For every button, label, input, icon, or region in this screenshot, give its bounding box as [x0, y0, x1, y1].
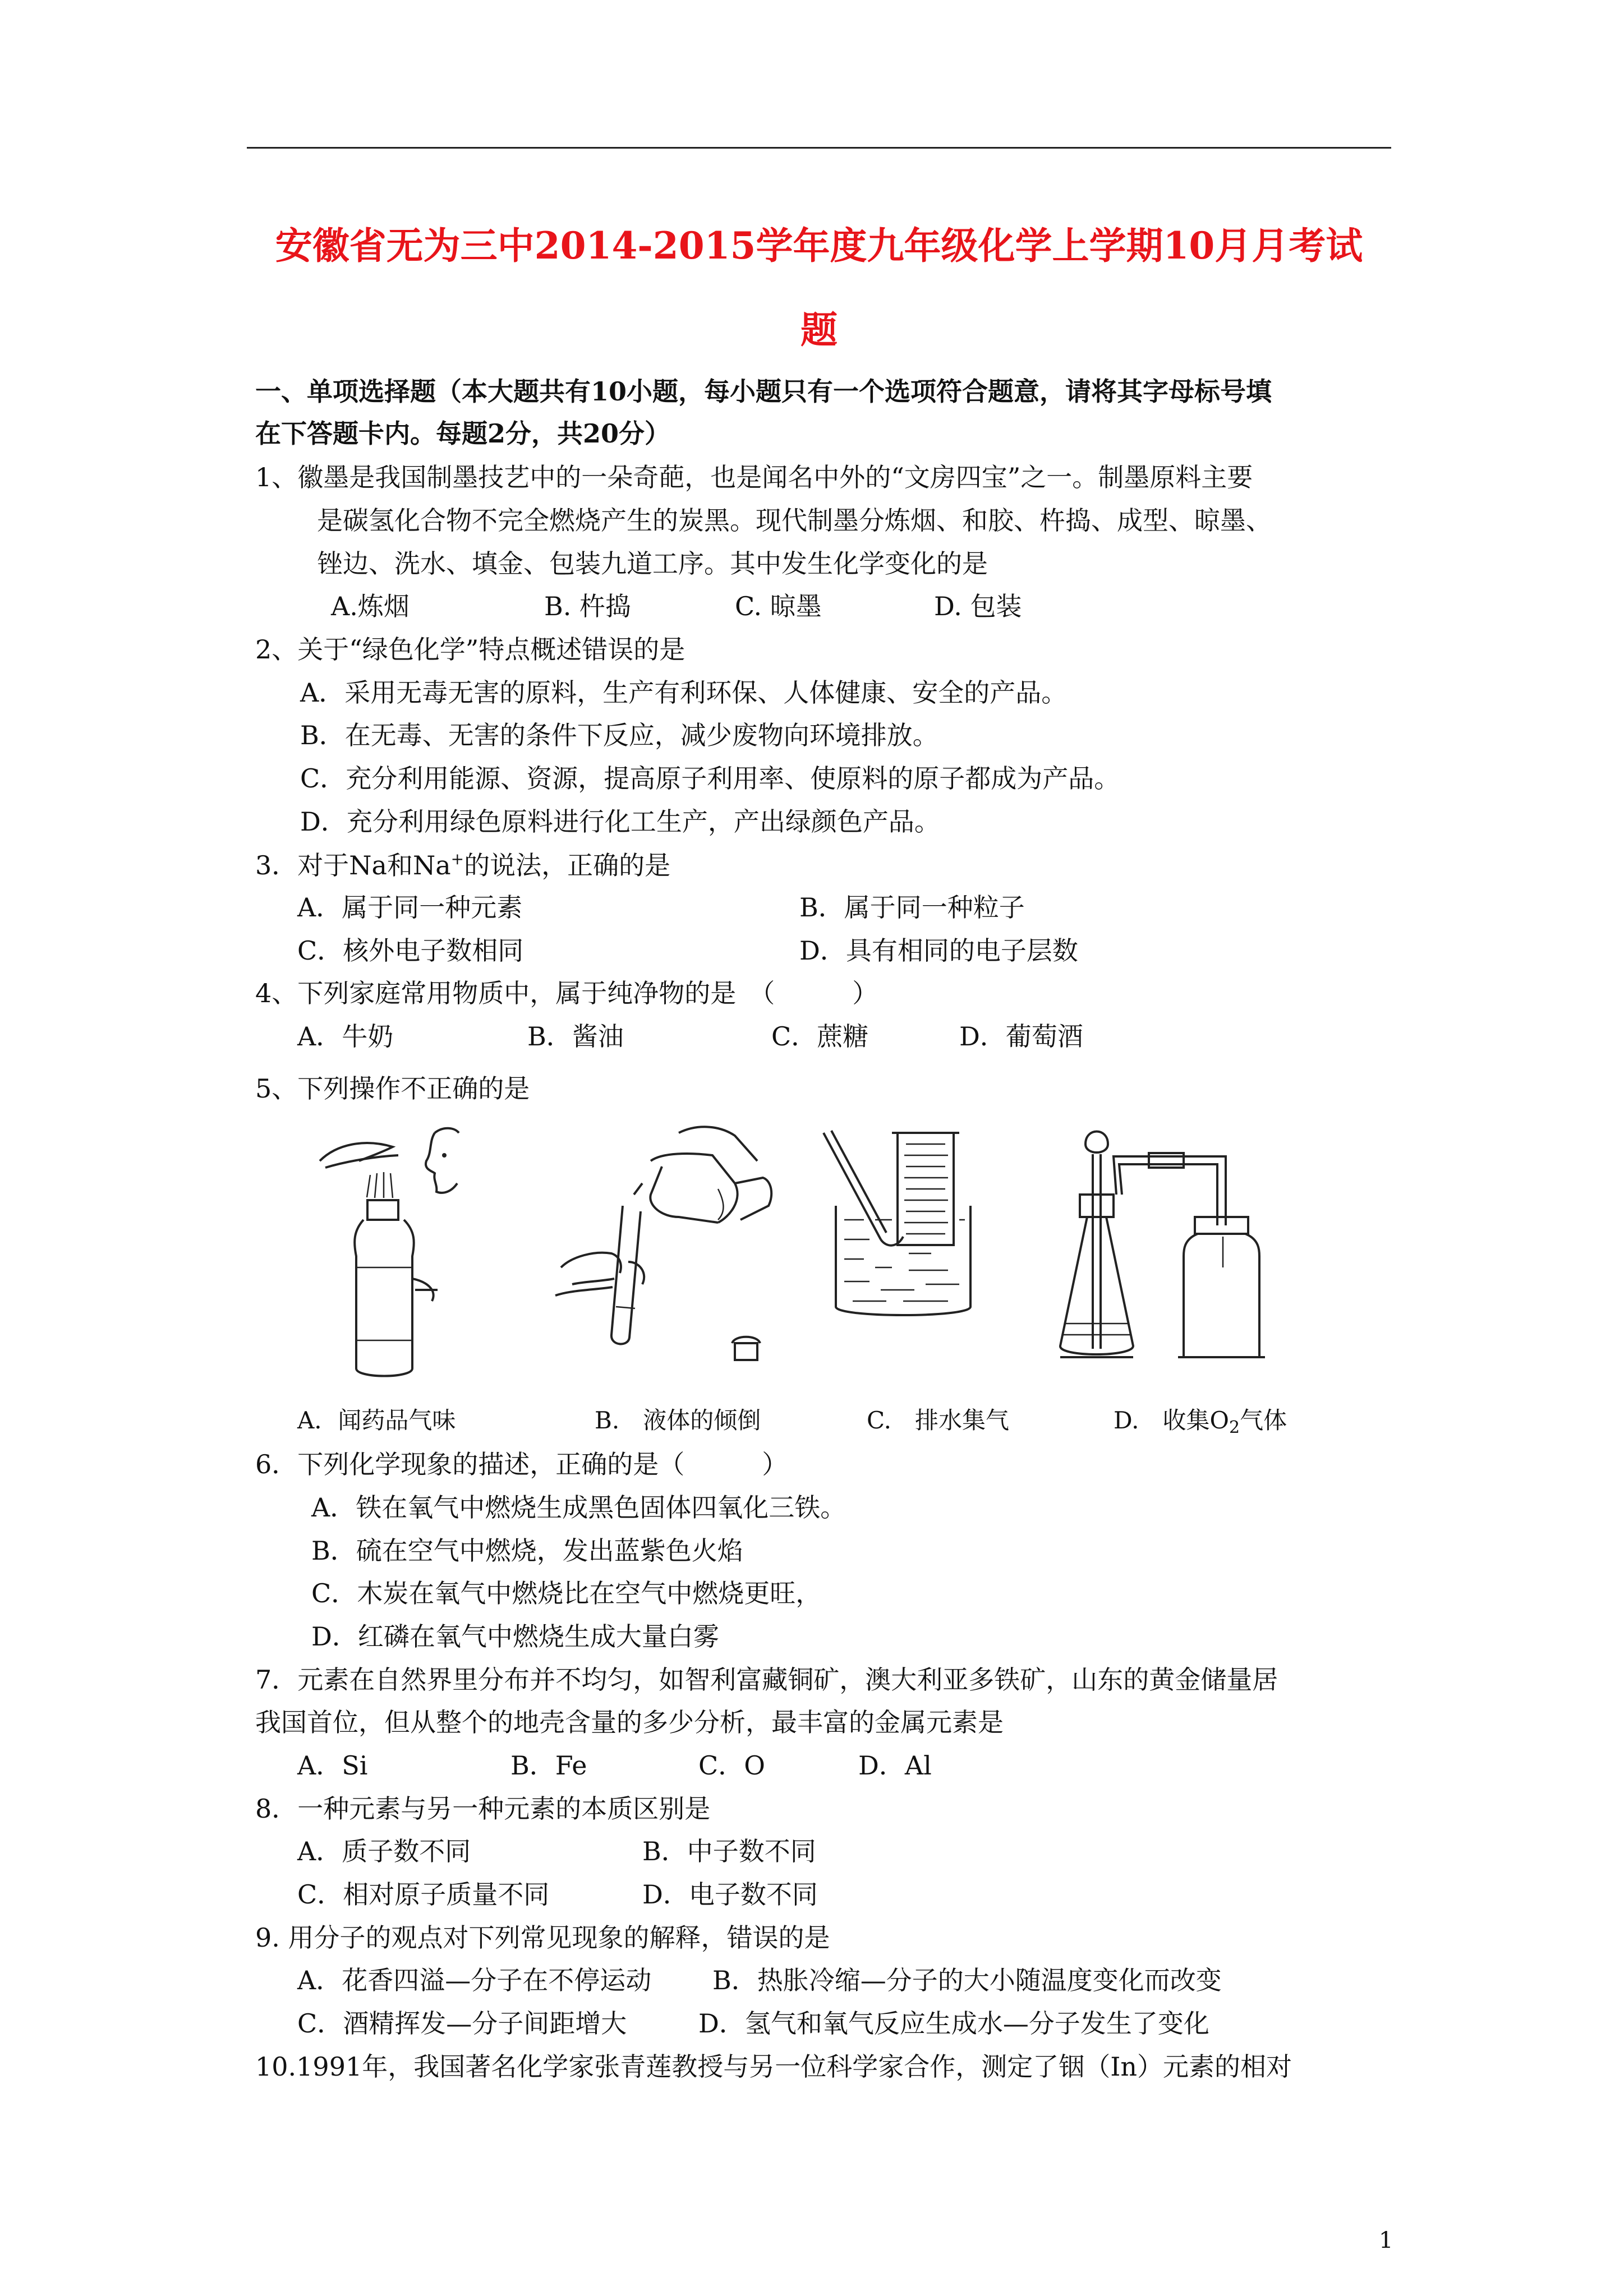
q7-option-c: C．O — [698, 1750, 765, 1781]
q2-option-a: A．采用无毒无害的原料，生产有利环保、人体健康、安全的产品。 — [300, 677, 1068, 708]
q8-option-c: C．相对原子质量不同 — [297, 1879, 550, 1910]
q4-stem: 4、下列家庭常用物质中，属于纯净物的是 （ ） — [255, 978, 878, 1008]
q7-option-a: A．Si — [297, 1750, 368, 1781]
page-title-cont: 题 — [801, 308, 838, 352]
q2-option-c: C．充分利用能源、资源，提高原子利用率、使原料的原子都成为产品。 — [300, 763, 1120, 794]
q5-caption-a: A．闻药品气味 — [297, 1407, 456, 1434]
q1-option-a: A.炼烟 — [331, 591, 410, 621]
q4-option-d: D．葡萄酒 — [959, 1021, 1083, 1052]
q1-option-c: C. 晾墨 — [735, 591, 822, 621]
page-title: 安徽省无为三中2014-2015学年度九年级化学上学期10月月考试 — [275, 224, 1363, 268]
q7-option-b: B．Fe — [510, 1750, 587, 1781]
header-rule — [247, 147, 1391, 149]
q3-option-d: D．具有相同的电子层数 — [799, 935, 1078, 966]
q4-option-c: C．蔗糖 — [771, 1021, 869, 1052]
q4-option-b: B．酱油 — [527, 1021, 624, 1052]
q8-option-d: D．电子数不同 — [642, 1879, 818, 1910]
q1-stem: 1、徽墨是我国制墨技艺中的一朵奇葩，也是闻名中外的“文房四宝”之一。制墨原料主要 — [255, 462, 1253, 492]
q6-option-d: D．红磷在氧气中燃烧生成大量白雾 — [311, 1621, 719, 1652]
q5-caption-d: D. 收集$O_2$气体 — [1114, 1407, 1287, 1437]
q3-option-b: B．属于同一种粒子 — [799, 892, 1025, 923]
liquid-pouring-illustration — [550, 1122, 785, 1385]
q10-stem: 10.1991年，我国著名化学家张青莲教授与另一位科学家合作，测定了铟（In）元素的相对 — [255, 2051, 1292, 2082]
q2-stem: 2、关于“绿色化学”特点概述错误的是 — [255, 634, 686, 665]
gas-collection-apparatus-illustration — [1055, 1122, 1318, 1385]
q3-stem: 3．对于Na和Na+的说法，正确的是 — [255, 850, 671, 880]
smelling-illustration — [314, 1122, 460, 1385]
q3-option-c: C．核外电子数相同 — [297, 935, 524, 966]
q6-stem: 6．下列化学现象的描述，正确的是（ ） — [255, 1449, 788, 1479]
q4-option-a: A．牛奶 — [297, 1021, 394, 1052]
q7-stem-line2: 我国首位，但从整个的地壳含量的多少分析，最丰富的金属元素是 — [255, 1707, 1004, 1737]
q2-option-d: D．充分利用绿色原料进行化工生产，产出绿颜色产品。 — [300, 806, 940, 837]
q1-stem-line2: 是碳氢化合物不完全燃烧产生的炭黑。现代制墨分炼烟、和胶、杵捣、成型、晾墨、 — [317, 505, 1272, 536]
q6-option-c: C．木炭在氧气中燃烧比在空气中燃烧更旺， — [311, 1578, 822, 1608]
q1-stem-line3: 锉边、洗水、填金、包装九道工序。其中发生化学变化的是 — [317, 548, 988, 579]
q5-caption-c: C. 排水集气 — [867, 1407, 1009, 1434]
section-heading: 一、单项选择题（本大题共有10小题，每小题只有一个选项符合题意，请将其字母标号填 — [255, 376, 1272, 407]
q9-option-c: C．酒精挥发—分子间距增大 — [297, 2008, 627, 2039]
q7-option-d: D．Al — [858, 1750, 932, 1781]
q3-option-a: A．属于同一种元素 — [297, 892, 523, 923]
q9-option-b: B．热胀冷缩—分子的大小随温度变化而改变 — [712, 1965, 1222, 1995]
q5-stem: 5、下列操作不正确的是 — [255, 1073, 530, 1104]
q1-option-b: B. 杵捣 — [544, 591, 632, 621]
q8-option-b: B．中子数不同 — [642, 1836, 816, 1866]
q8-stem: 8．一种元素与另一种元素的本质区别是 — [255, 1794, 711, 1824]
q8-option-a: A．质子数不同 — [297, 1836, 471, 1866]
section-heading-cont: 在下答题卡内。每题2分，共20分） — [255, 418, 671, 449]
q1-option-d: D. 包装 — [934, 591, 1022, 621]
q7-stem: 7．元素在自然界里分布并不均匀，如智利富藏铜矿，澳大利亚多铁矿，山东的黄金储量居 — [255, 1665, 1278, 1695]
q9-option-d: D．氢气和氧气反应生成水—分子发生了变化 — [698, 2008, 1209, 2039]
water-gas-collection-illustration — [819, 1122, 987, 1385]
q5-caption-b: B. 液体的倾倒 — [595, 1407, 761, 1434]
q6-option-a: A．铁在氧气中燃烧生成黑色固体四氧化三铁。 — [311, 1492, 846, 1523]
page-number: 1 — [1379, 2228, 1393, 2253]
q6-option-b: B．硫在空气中燃烧，发出蓝紫色火焰 — [311, 1536, 743, 1566]
q2-option-b: B．在无毒、无害的条件下反应，减少废物向环境排放。 — [300, 720, 938, 750]
q9-option-a: A．花香四溢—分子在不停运动 — [297, 1965, 652, 1995]
q9-stem: 9. 用分子的观点对下列常见现象的解释，错误的是 — [255, 1922, 830, 1953]
